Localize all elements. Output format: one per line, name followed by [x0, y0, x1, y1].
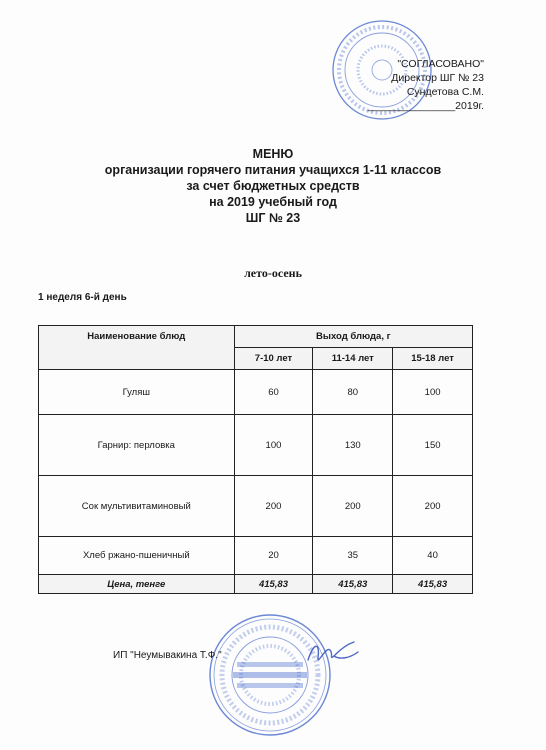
- table-row: [39, 370, 473, 415]
- day-label: 1 неделя 6-й день: [38, 292, 127, 303]
- yield-cell: 100: [234, 415, 313, 476]
- yield-cell: 200: [234, 476, 313, 537]
- yield-cell: 200: [393, 476, 473, 537]
- yield-cell: 35: [313, 537, 393, 575]
- heading-line-3: за счет бюджетных средств: [186, 179, 360, 193]
- yield-cell: 100: [393, 370, 473, 415]
- approval-name: Сундетова С.М.: [406, 86, 484, 98]
- table-row: [39, 415, 473, 476]
- price-row: [39, 575, 473, 594]
- heading-line-2: организации горячего питания учащихся 1-11 классов: [104, 163, 442, 177]
- yield-cell: 130: [313, 415, 393, 476]
- yield-cell: 20: [234, 537, 313, 575]
- yield-cell: 200: [313, 476, 393, 537]
- price-cell: 415,83: [393, 575, 473, 594]
- age-group-header: 7-10 лет: [234, 348, 313, 370]
- dish-name: Хлеб ржано-пшеничный: [39, 537, 235, 575]
- approval-title: "СОГЛАСОВАНО": [397, 58, 484, 70]
- heading-line-4: на 2019 учебный год: [209, 195, 337, 209]
- yield-cell: 60: [234, 370, 313, 415]
- yield-cell: 150: [393, 415, 473, 476]
- yield-cell: 40: [393, 537, 473, 575]
- season-label: лето-осень: [244, 266, 302, 280]
- menu-heading: [0, 146, 546, 226]
- column-header-dish: Наименование блюд: [39, 326, 235, 370]
- handwritten-signature: [304, 636, 360, 670]
- age-group-header: 15-18 лет: [393, 348, 473, 370]
- column-header-yield: Выход блюда, г: [234, 326, 472, 348]
- approval-date: _______________2019г.: [367, 100, 484, 112]
- price-cell: 415,83: [234, 575, 313, 594]
- price-cell: 415,83: [313, 575, 393, 594]
- entrepreneur-stamp: [207, 612, 333, 738]
- approval-position: Директор ШГ № 23: [391, 72, 484, 84]
- approval-block: [368, 57, 484, 113]
- dish-name: Сок мультивитаминовый: [39, 476, 235, 537]
- table-header-row: [39, 326, 473, 348]
- age-group-header: 11-14 лет: [313, 348, 393, 370]
- table-row: [39, 537, 473, 575]
- table-row: [39, 476, 473, 537]
- heading-title: МЕНЮ: [252, 147, 294, 161]
- yield-cell: 80: [313, 370, 393, 415]
- heading-line-5: ШГ № 23: [245, 211, 301, 225]
- dish-name: Гарнир: перловка: [39, 415, 235, 476]
- entrepreneur-label: ИП "Неумывакина Т.Ф.": [113, 650, 222, 661]
- price-label: Цена, тенге: [39, 575, 235, 594]
- dish-name: Гуляш: [39, 370, 235, 415]
- menu-table: [38, 325, 473, 594]
